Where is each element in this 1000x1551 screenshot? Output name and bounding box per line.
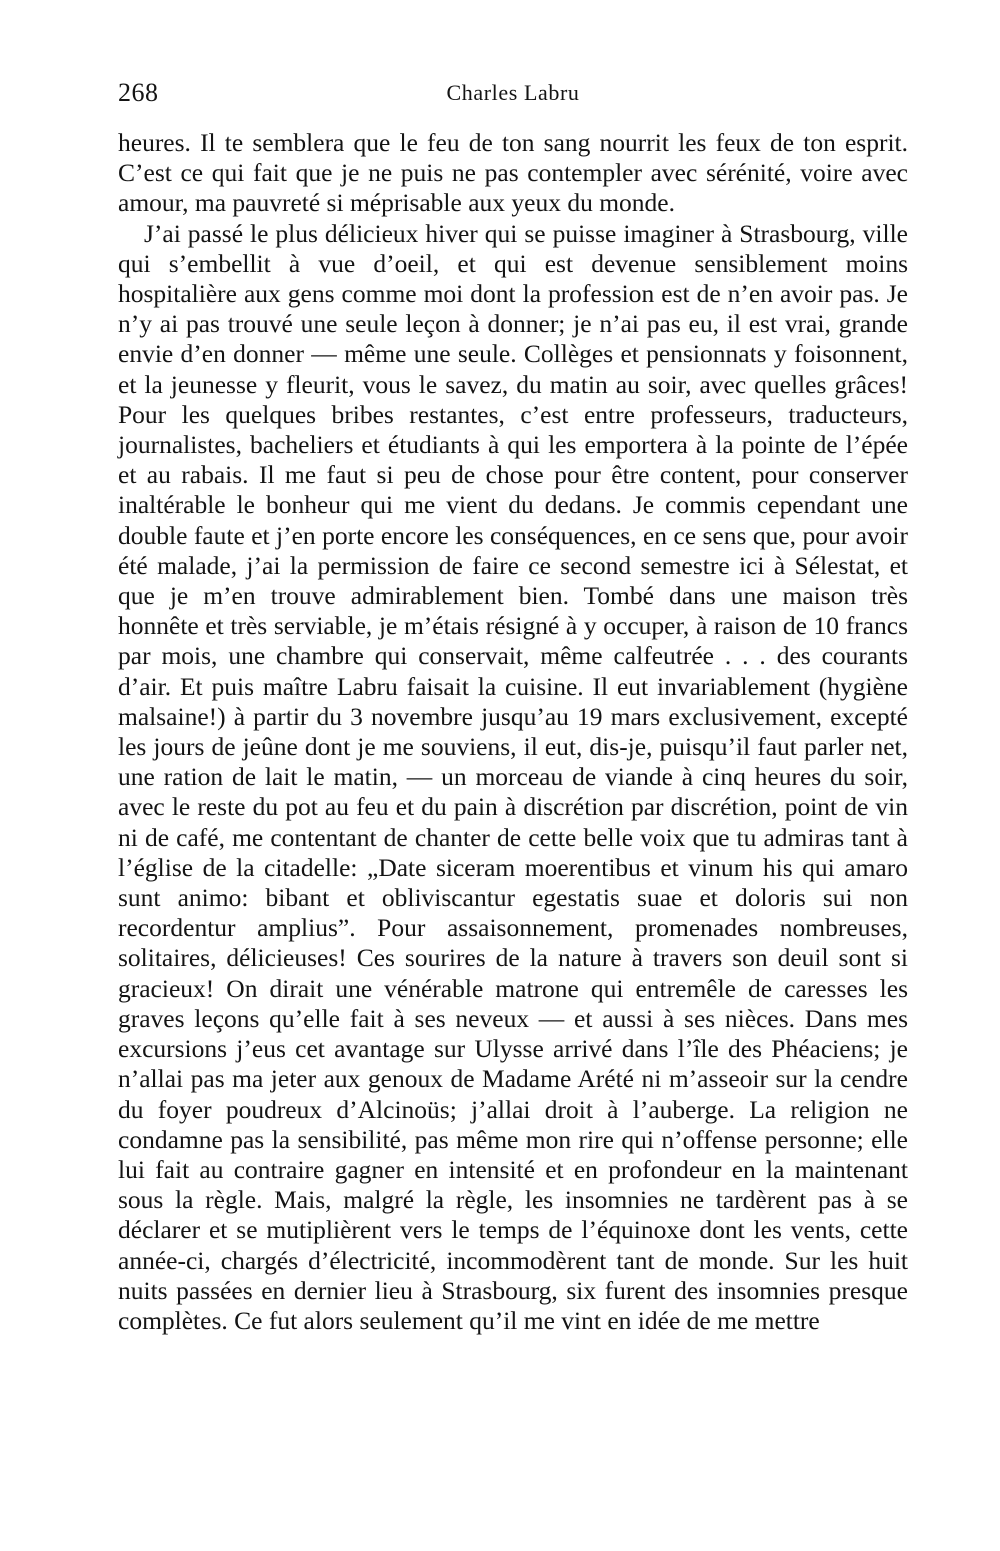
running-title: Charles Labru xyxy=(446,80,580,105)
paragraph-strasbourg-winter: J’ai passé le plus délicieux hiver qui se puisse imaginer à Strasbourg, ville qui s’embellit à vue d’oeil, et qui est devenue sensiblement moins hospitalière aux gens comme moi dont la profession est de n’en avoir pas. Je n’y ai pas trouvé une seule leçon à donner; je n’ai pas eu, il est vrai, grande envie d’en donner — même une seule. Collèges et pensionnats y foisonnent, et la jeunesse y fleurit, vous le savez, du matin au soir, avec quelles grâces! Pour les quelques bribes restantes, c’est entre professeurs, traducteurs, journalistes, bacheliers et étudiants à qui les emportera à la pointe de l’épée et au rabais. Il me faut si peu de chose pour être content, pour conserver inaltérable le bonheur qui me vient du dedans. Je commis cependant une double faute et j’en porte encore les conséquences, en ce sens que, pour avoir été malade, j’ai la permission de faire ce second semestre ici à Sélestat, et que je m’en trouve admirablement bien. Tombé dans une maison très honnête et très serviable, je m’étais résigné à y occuper, à raison de 10 francs par mois, une chambre qui conservait, même calfeutrée . . . des courants d’air. Et puis maître Labru faisait la cuisine. Il eut invariablement (hygiène malsaine!) à partir du 3 novembre jusqu’au 19 mars exclusivement, excepté les jours de jeûne dont je me souviens, il eut, dis-je, puisqu’il faut parler net, une ration de lait le matin, — un morceau de viande à cinq heures du soir, avec le reste du pot au feu et du pain à discrétion par discrétion, point de vin ni de café, me contentant de chanter de cette belle voix que tu admiras tant à l’église de la citadelle: „Date siceram moerentibus et vinum his qui amaro sunt animo: bibant et obliviscantur egestatis suae et doloris sui non recordentur amplius”. Pour assaisonnement, promenades nombreuses, solitaires, délicieuses! Ces sourires de la nature à travers son deuil sont si gracieux! On dirait une vénérable matrone qui entremêle de caresses les graves leçons qu’elle fait à ses neveux — et aussi à ses nièces. Dans mes excursions j’eus cet avantage sur Ulysse arrivé dans l’île des Phéaciens; je n’allai pas ma jeter aux genoux de Madame Arété ni m’asseoir sur la cendre du foyer poudreux d’Alcinoüs; j’allai droit à l’auberge. La religion ne condamne pas la sensibilité, pas même mon rire qui n’offense personne; elle lui fait au contraire gagner en intensité et en profondeur en la maintenant sous la règle. Mais, malgré la règle, les insomnies ne tardèrent pas à se déclarer et se mutiplièrent vers le temps de l’équinoxe dont les vents, cette année-ci, chargés d’électricité, incommodèrent tant de monde. Sur les huit nuits passées en dernier lieu à Strasbourg, six furent des insomnies presque complètes. Ce fut alors seulement qu’il me vint en idée de me mettre xyxy=(118,218,908,1335)
running-head xyxy=(118,76,908,110)
paragraph-continuation: heures. Il te semblera que le feu de ton sang nourrit les feux de ton esprit. C’est ce qui fait que je ne puis ne pas contempler avec sérénité, voire avec amour, ma pauvreté si méprisable aux yeux du monde. xyxy=(118,128,908,218)
page-number: 268 xyxy=(118,78,159,107)
body-text xyxy=(118,128,908,1336)
